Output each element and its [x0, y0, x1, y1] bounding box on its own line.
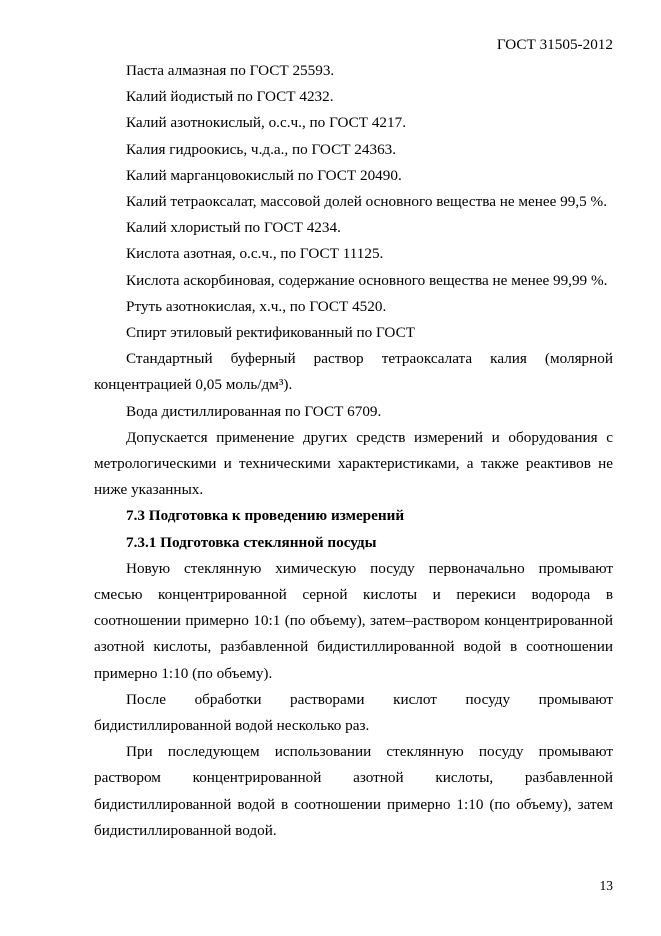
reagent-item: Ртуть азотнокислая, х.ч., по ГОСТ 4520. — [126, 297, 387, 315]
reagent-item: Калий тетраоксалат, массовой долей основного вещества не менее 99,5 %. — [126, 193, 607, 211]
reagent-item: Калий хлористый по ГОСТ 4234. — [126, 219, 341, 237]
subsection-heading: 7.3.1 Подготовка стеклянной посуды — [126, 533, 377, 551]
section-heading: 7.3 Подготовка к проведению измерений — [126, 507, 405, 525]
reagent-item: Паста алмазная по ГОСТ 25593. — [126, 62, 335, 79]
reagent-item: Калия гидроокись, ч.д.а., по ГОСТ 24363. — [126, 140, 397, 158]
page-content — [94, 58, 613, 844]
reagent-item: Калий марганцовокислый по ГОСТ 20490. — [126, 166, 402, 184]
reagent-item: Калий азотнокислый, о.с.ч., по ГОСТ 4217. — [126, 114, 406, 132]
allowance-paragraph: Допускается применение других средств измерений и оборудования с метрологическими и техническими характеристиками, а также реактивов не ниже указанных. — [94, 428, 613, 499]
reagent-item: Кислота аскорбиновая, содержание основного вещества не менее 99,99 %. — [126, 271, 608, 289]
buffer-solution-paragraph: Стандартный буферный раствор тетраоксалата калия (молярной концентрацией 0,05 моль/дм³). — [94, 350, 613, 394]
reagent-item: Калий йодистый по ГОСТ 4232. — [126, 88, 334, 106]
reagent-item: Спирт этиловый ректификованный по ГОСТ — [126, 324, 415, 342]
after-treatment-paragraph: После обработки растворами кислот посуду промывают бидистиллированной водой несколько раз. — [94, 690, 613, 735]
standard-header: ГОСТ 31505-2012 — [496, 36, 613, 53]
subsequent-use-paragraph: При последующем использовании стеклянную посуду промывают раствором концентрированной азотной кислоты, разбавленной бидистиллированной водой в соотношении примерно 1:10 (по объему), затем бидистиллированной водой. — [94, 743, 613, 839]
page-number: 13 — [599, 878, 613, 893]
reagent-item: Кислота азотная, о.с.ч., по ГОСТ 11125. — [126, 245, 384, 263]
new-glassware-paragraph: Новую стеклянную химическую посуду первоначально промывают смесью концентрированной серной кислоты и перекиси водорода в соотношении примерно 10:1 (по объему), затем–раствором концентрированной азотной кислоты, разбавленной бидистиллированной водой в соотношении примерно 1:10 (по объему). — [94, 559, 613, 682]
water-item: Вода дистиллированная по ГОСТ 6709. — [126, 402, 382, 420]
